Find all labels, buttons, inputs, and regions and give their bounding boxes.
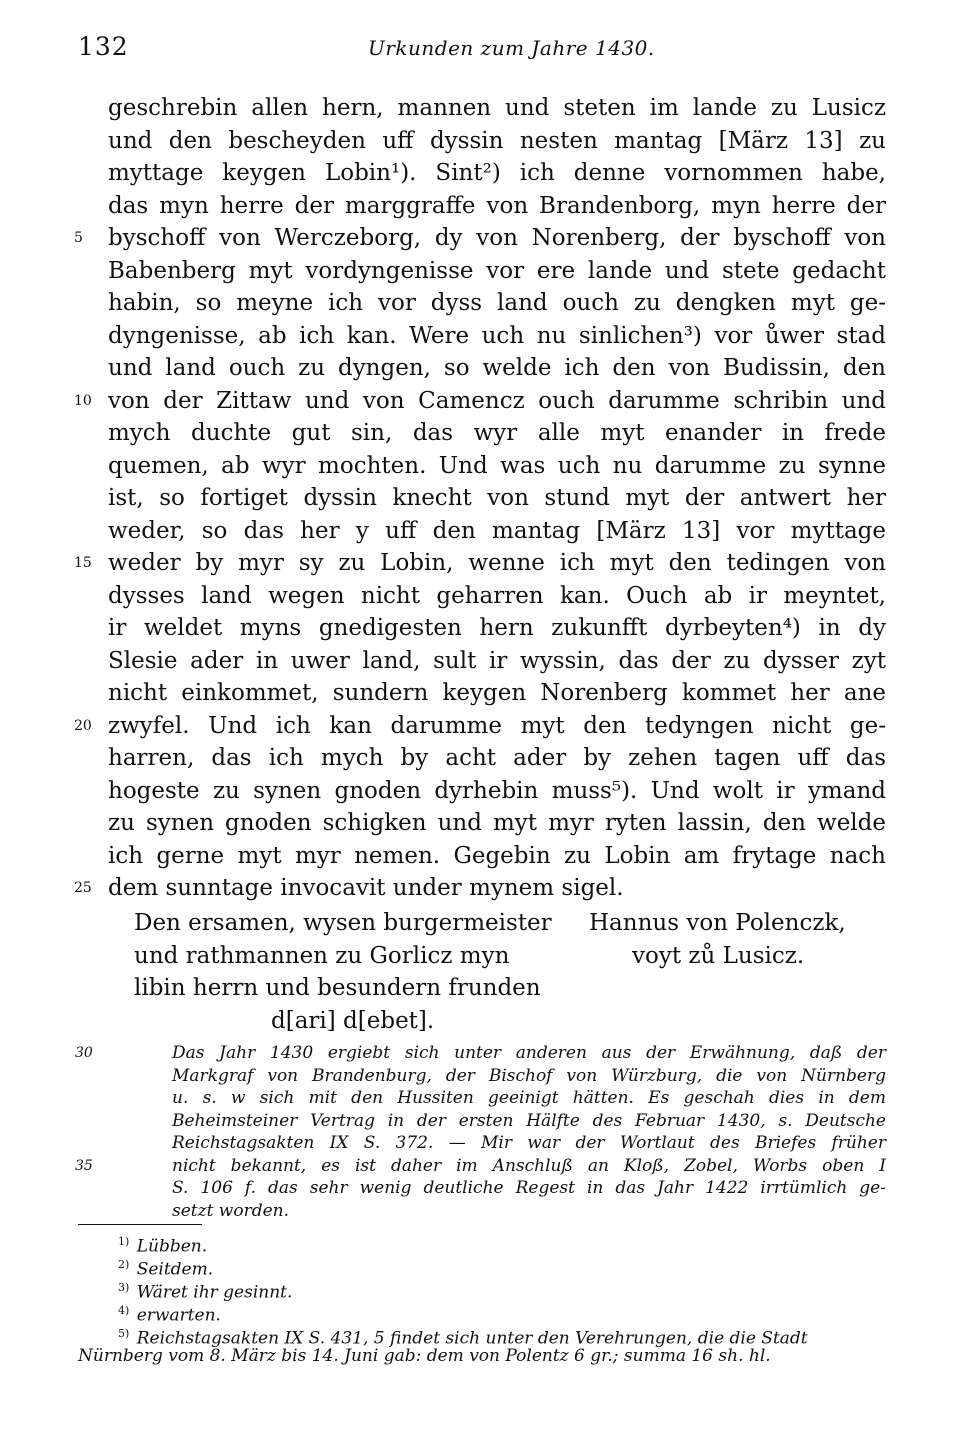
footnote-mark: 4): [118, 1304, 130, 1317]
body-line: zu synen gnoden schigken und myt myr ryten lassin, den welde: [108, 810, 886, 836]
body-line: myttage keygen Lobin¹). Sint²) ich denne vornommen habe,: [108, 160, 886, 186]
body-line: 20 zwyfel. Und ich kan darumme myt den tedyngen nicht ge-: [108, 710, 886, 743]
body-line: geschrebin allen hern, mannen und steten im lande zu Lusicz: [108, 95, 886, 121]
footnote-text: Reichstagsakten IX S. 431, 5 findet sich unter den Verehrungen, die die Stadt: [136, 1328, 808, 1349]
body-line: weder, so das her y uff den mantag [März 13] vor myttage: [108, 517, 886, 544]
footnote-text: Seitdem.: [136, 1259, 214, 1280]
body-line: hogeste zu synen gnoden dyrhebin muss⁵). Und wolt ir ymand: [108, 777, 886, 804]
body-line: und land ouch zu dyngen, so welde ich den von Budissin, den: [108, 355, 886, 381]
footnote-mark: 1): [118, 1235, 130, 1248]
commentary-line: Beheimsteiner Vertrag in der ersten Hälfte des Februar 1430, s. Deutsche: [172, 1110, 886, 1131]
footnote-mark: 3): [118, 1281, 130, 1294]
running-title: Urkunden zum Jahre 1430.: [368, 36, 655, 60]
body-line: ir weldet myns gnedigesten hern zukunfft dyrbeyten⁴) in dy: [108, 615, 886, 641]
footnote: [78, 1276, 886, 1303]
body-line: ist, so fortiget dyssin knecht von stund myt der antwert her: [108, 485, 886, 511]
sender-line: voyt zů Lusicz.: [632, 942, 805, 969]
body-line: dyngenisse, ab ich kan. Were uch nu sinlichen³) vor ůwer stad: [108, 322, 886, 349]
line-number: 35: [75, 1157, 93, 1174]
body-line: 25 dem sunntage invocavit under mynem sigel.: [108, 872, 886, 905]
footnote: [78, 1253, 886, 1280]
footnote-mark: 5): [118, 1327, 130, 1340]
body-line: harren, das ich mych by acht ader by zehen tagen uff das: [108, 745, 886, 771]
commentary-line: u. s. w sich mit den Hussiten geeinigt hätten. Es geschah dies in dem: [172, 1088, 886, 1108]
footnote: [78, 1299, 886, 1326]
footnote-mark: 2): [118, 1258, 130, 1271]
commentary-line: S. 106 f. das sehr wenig deutliche Regest in das Jahr 1422 irrtümlich ge-: [172, 1178, 886, 1198]
footnote-text: Wäret ihr gesinnt.: [136, 1282, 293, 1303]
footnote-continuation: Nürnberg vom 8. März bis 14. Juni gab: dem von Polentz 6 gr.; summa 16 sh. hl.: [78, 1346, 771, 1366]
line-number: 10: [74, 392, 92, 409]
body-line: dysses land wegen nicht geharren kan. Ouch ab ir meyntet,: [108, 582, 886, 609]
commentary-line: 30 Das Jahr 1430 ergiebt sich unter anderen aus der Erwähnung, daß der: [75, 1043, 886, 1063]
body-line: Slesie ader in uwer land, sult ir wyssin, das der zu dysser zyt: [108, 647, 886, 674]
body-line: 5 byschoff von Werczeborg, dy von Norenberg, der byschoff von: [108, 222, 886, 255]
body-line: mych duchte gut sin, das wyr alle myt enander in frede: [108, 420, 886, 446]
body-line: und den bescheyden uff dyssin nesten mantag [März 13] zu: [108, 127, 886, 154]
footnote: [78, 1322, 886, 1349]
recipient-address: [134, 907, 574, 1037]
commentary-line: 35 nicht bekannt, es ist daher im Anschluß an Kloß, Zobel, Worbs oben I: [75, 1155, 886, 1176]
recipient-line: d[ari] d[ebet].: [271, 1007, 435, 1034]
recipient-line: Den ersamen, wysen burgermeister: [134, 910, 552, 936]
body-line: nicht einkommet, sundern keygen Norenberg kommet her ane: [108, 680, 886, 706]
body-line: Babenberg myt vordyngenisse vor ere lande und stete gedacht: [108, 257, 886, 284]
footnotes: [78, 1230, 886, 1368]
footnote-text: erwarten.: [136, 1305, 221, 1326]
editorial-commentary: [75, 1042, 886, 1222]
footnote-divider: [78, 1224, 202, 1225]
sender-signature: [589, 907, 889, 972]
recipient-line: und rathmannen zu Gorlicz myn: [134, 942, 510, 969]
footnote: [78, 1230, 886, 1257]
line-number: 15: [74, 555, 92, 571]
body-line: 15 weder by myr sy zu Lobin, wenne ich myt den tedingen von: [108, 547, 886, 580]
body-line: quemen, ab wyr mochten. Und was uch nu darumme zu synne: [108, 452, 886, 479]
letter-body: [74, 92, 886, 905]
body-line: habin, so meyne ich vor dyss land ouch zu dengken myt ge-: [108, 290, 886, 316]
page-header: [78, 28, 886, 68]
commentary-line: setzt worden.: [172, 1200, 290, 1221]
sender-line: Hannus von Polenczk,: [589, 910, 846, 936]
page-number: 132: [78, 32, 129, 61]
recipient-line: libin herrn und besundern frunden: [134, 975, 541, 1001]
footnote-text: Lübben.: [136, 1236, 208, 1257]
commentary-line: Markgraf von Brandenburg, der Bischof von Würzburg, die von Nürnberg: [172, 1065, 886, 1086]
line-number: 25: [74, 880, 92, 896]
line-number: 30: [75, 1045, 93, 1061]
body-line: das myn herre der marggraffe von Brandenborg, myn herre der: [108, 192, 886, 219]
line-number: 5: [74, 230, 83, 246]
line-number: 20: [74, 717, 92, 734]
body-line: 10 von der Zittaw und von Camencz ouch darumme schribin und: [108, 385, 886, 418]
commentary-line: Reichstagsakten IX S. 372. — Mir war der Wortlaut des Briefes früher: [172, 1133, 886, 1153]
body-line: ich gerne myt myr nemen. Gegebin zu Lobin am frytage nach: [108, 842, 886, 869]
